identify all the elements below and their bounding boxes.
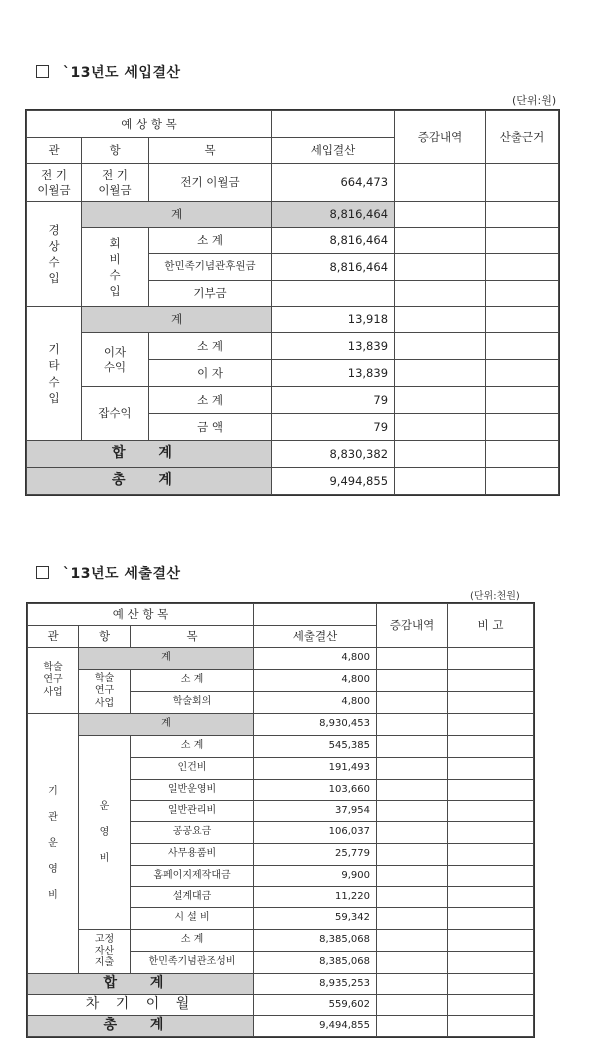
expense-carry-amount: 559,602 — [254, 995, 377, 1016]
income-gita-change-3 — [395, 414, 486, 441]
income-gita-amount-0: 13,839 — [272, 333, 395, 360]
income-carry-change — [395, 164, 486, 202]
expense-op-note-3 — [448, 801, 534, 822]
income-sum-label: 합 계 — [27, 441, 272, 468]
expense-research-gwan: 학술 연구 사업 — [28, 648, 79, 714]
expense-fixed-mok-0: 소 계 — [131, 930, 254, 952]
income-sum-basis — [486, 441, 559, 468]
expense-research-total-label: 계 — [79, 648, 254, 670]
expense-fixed-change-0 — [377, 930, 448, 952]
checkbox-square-icon — [36, 65, 49, 78]
income-carry-amount: 664,473 — [272, 164, 395, 202]
expense-research-total-note — [448, 648, 534, 670]
expense-operation-total-label: 계 — [79, 714, 254, 736]
income-gyeong-change-2 — [395, 281, 486, 307]
expense-sum-label: 합 계 — [28, 974, 254, 995]
income-gita-total-label: 계 — [82, 307, 272, 333]
expense-op-note-5 — [448, 844, 534, 866]
expense-fixed-amount-1: 8,385,068 — [254, 952, 377, 974]
expense-op-note-6 — [448, 866, 534, 887]
income-header-change: 증감내역 — [395, 111, 486, 164]
income-gita-change-1 — [395, 360, 486, 387]
income-carry-gwan: 전 기 이월금 — [27, 164, 82, 202]
expense-research-note-0 — [448, 670, 534, 692]
income-grand-label: 총 계 — [27, 468, 272, 495]
expense-header-hang: 항 — [79, 626, 131, 648]
expense-table — [27, 603, 534, 1037]
expense-op-note-0 — [448, 736, 534, 758]
income-gyeong-change-1 — [395, 254, 486, 281]
expense-op-note-8 — [448, 908, 534, 930]
income-header-amount: 세입결산 — [272, 138, 395, 164]
income-gyeong-total-basis — [486, 202, 559, 228]
expense-grand-change — [377, 1016, 448, 1037]
expense-op-amount-5: 25,779 — [254, 844, 377, 866]
income-carry-mok: 전기 이월금 — [149, 164, 272, 202]
income-gita-basis-3 — [486, 414, 559, 441]
expense-op-change-5 — [377, 844, 448, 866]
expense-research-change-0 — [377, 670, 448, 692]
income-gyeong-basis-1 — [486, 254, 559, 281]
income-grand-amount: 9,494,855 — [272, 468, 395, 495]
income-gyeong-mok-0: 소 계 — [149, 228, 272, 254]
expense-research-note-1 — [448, 692, 534, 714]
income-gita-change-0 — [395, 333, 486, 360]
expense-unit-label: (단위:천원) — [470, 591, 520, 602]
expense-carry-label: 차 기 이 월 — [28, 995, 254, 1016]
expense-research-total: 4,800 — [254, 648, 377, 670]
expense-op-mok-5: 사무용품비 — [131, 844, 254, 866]
income-gita-change-2 — [395, 387, 486, 414]
income-gyeong-change-0 — [395, 228, 486, 254]
income-gita-basis-1 — [486, 360, 559, 387]
expense-op-change-2 — [377, 780, 448, 801]
income-header-hang: 항 — [82, 138, 149, 164]
expense-op-amount-0: 545,385 — [254, 736, 377, 758]
income-gita-amount-3: 79 — [272, 414, 395, 441]
expense-op-note-7 — [448, 887, 534, 908]
income-gyeong-total-label: 계 — [82, 202, 272, 228]
expense-op-note-2 — [448, 780, 534, 801]
expense-op-mok-1: 인건비 — [131, 758, 254, 780]
expense-grand-note — [448, 1016, 534, 1037]
income-header-group: 예 상 항 목 — [27, 111, 272, 138]
income-gyeong-basis-2 — [486, 281, 559, 307]
income-gita-total-change — [395, 307, 486, 333]
expense-fixed-mok-1: 한민족기념관조성비 — [131, 952, 254, 974]
income-header-blank — [272, 111, 395, 138]
expense-research-mok-0: 소 계 — [131, 670, 254, 692]
expense-op-mok-8: 시 설 비 — [131, 908, 254, 930]
income-grand-change — [395, 468, 486, 495]
expense-fixed-note-0 — [448, 930, 534, 952]
income-sum-change — [395, 441, 486, 468]
expense-carry-note — [448, 995, 534, 1016]
expense-operation-total-note — [448, 714, 534, 736]
expense-research-amount-0: 4,800 — [254, 670, 377, 692]
expense-op-amount-2: 103,660 — [254, 780, 377, 801]
expense-sum-amount: 8,935,253 — [254, 974, 377, 995]
income-gyeong-gwan: 경 상 수 입 — [27, 202, 82, 307]
income-sum-amount: 8,830,382 — [272, 441, 395, 468]
income-header-basis: 산출근거 — [486, 111, 559, 164]
income-gita-basis-0 — [486, 333, 559, 360]
expense-op-change-8 — [377, 908, 448, 930]
expense-op-amount-7: 11,220 — [254, 887, 377, 908]
expense-op-note-4 — [448, 822, 534, 844]
income-gita-hang2: 잡수익 — [82, 387, 149, 441]
income-title-text: `13년도 세입결산 — [63, 65, 181, 81]
expense-operation-hang1: 운 영 비 — [79, 736, 131, 930]
income-gita-total: 13,918 — [272, 307, 395, 333]
expense-operation-hang2: 고정 자산 지출 — [79, 930, 131, 974]
income-gita-gwan: 기 타 수 입 — [27, 307, 82, 441]
expense-op-mok-4: 공공요금 — [131, 822, 254, 844]
expense-operation-total-change — [377, 714, 448, 736]
income-gyeong-amount-1: 8,816,464 — [272, 254, 395, 281]
income-gyeong-amount-2 — [272, 281, 395, 307]
income-gita-total-basis — [486, 307, 559, 333]
income-header-gwan: 관 — [27, 138, 82, 164]
expense-op-amount-1: 191,493 — [254, 758, 377, 780]
income-header-mok: 목 — [149, 138, 272, 164]
income-gyeong-total: 8,816,464 — [272, 202, 395, 228]
income-gyeong-amount-0: 8,816,464 — [272, 228, 395, 254]
expense-op-mok-3: 일반관리비 — [131, 801, 254, 822]
income-unit-label: (단위:원) — [512, 94, 557, 107]
expense-title-text: `13년도 세출결산 — [63, 566, 181, 582]
expense-op-mok-7: 설계대금 — [131, 887, 254, 908]
income-section-title — [36, 62, 181, 82]
income-gyeong-mok-2: 기부금 — [149, 281, 272, 307]
expense-sum-change — [377, 974, 448, 995]
income-gita-hang1: 이자 수익 — [82, 333, 149, 387]
income-grand-basis — [486, 468, 559, 495]
expense-sum-note — [448, 974, 534, 995]
expense-op-amount-8: 59,342 — [254, 908, 377, 930]
expense-op-mok-0: 소 계 — [131, 736, 254, 758]
expense-research-total-change — [377, 648, 448, 670]
expense-research-change-1 — [377, 692, 448, 714]
income-gyeong-mok-1: 한민족기념관후원금 — [149, 254, 272, 281]
expense-fixed-change-1 — [377, 952, 448, 974]
income-gyeong-hang: 회 비 수 입 — [82, 228, 149, 307]
expense-research-mok-1: 학술회의 — [131, 692, 254, 714]
expense-op-change-6 — [377, 866, 448, 887]
expense-op-change-7 — [377, 887, 448, 908]
expense-op-change-3 — [377, 801, 448, 822]
income-table — [26, 110, 559, 495]
income-carry-basis — [486, 164, 559, 202]
income-gita-mok-1: 이 자 — [149, 360, 272, 387]
expense-header-note: 비 고 — [448, 604, 534, 648]
expense-fixed-note-1 — [448, 952, 534, 974]
income-gita-mok-0: 소 계 — [149, 333, 272, 360]
expense-carry-change — [377, 995, 448, 1016]
expense-op-amount-6: 9,900 — [254, 866, 377, 887]
expense-header-group: 예 산 항 목 — [28, 604, 254, 626]
expense-research-hang: 학술 연구 사업 — [79, 670, 131, 714]
expense-fixed-amount-0: 8,385,068 — [254, 930, 377, 952]
expense-section-title — [36, 563, 181, 583]
income-gita-basis-2 — [486, 387, 559, 414]
expense-header-mok: 목 — [131, 626, 254, 648]
expense-header-amount: 세출결산 — [254, 626, 377, 648]
expense-op-amount-3: 37,954 — [254, 801, 377, 822]
expense-op-amount-4: 106,037 — [254, 822, 377, 844]
expense-op-mok-2: 일반운영비 — [131, 780, 254, 801]
income-gyeong-basis-0 — [486, 228, 559, 254]
expense-op-change-4 — [377, 822, 448, 844]
income-carry-hang: 전 기 이월금 — [82, 164, 149, 202]
expense-op-change-0 — [377, 736, 448, 758]
income-gyeong-total-change — [395, 202, 486, 228]
expense-grand-label: 총 계 — [28, 1016, 254, 1037]
expense-operation-gwan: 기 관 운 영 비 — [28, 714, 79, 974]
income-gita-mok-2: 소 계 — [149, 387, 272, 414]
expense-op-change-1 — [377, 758, 448, 780]
expense-header-blank — [254, 604, 377, 626]
expense-header-gwan: 관 — [28, 626, 79, 648]
expense-op-note-1 — [448, 758, 534, 780]
expense-op-mok-6: 홈페이지제작대금 — [131, 866, 254, 887]
checkbox-square-icon — [36, 566, 49, 579]
expense-operation-total: 8,930,453 — [254, 714, 377, 736]
expense-grand-amount: 9,494,855 — [254, 1016, 377, 1037]
expense-header-change: 증감내역 — [377, 604, 448, 648]
income-gita-mok-3: 금 액 — [149, 414, 272, 441]
expense-research-amount-1: 4,800 — [254, 692, 377, 714]
income-gita-amount-2: 79 — [272, 387, 395, 414]
income-gita-amount-1: 13,839 — [272, 360, 395, 387]
